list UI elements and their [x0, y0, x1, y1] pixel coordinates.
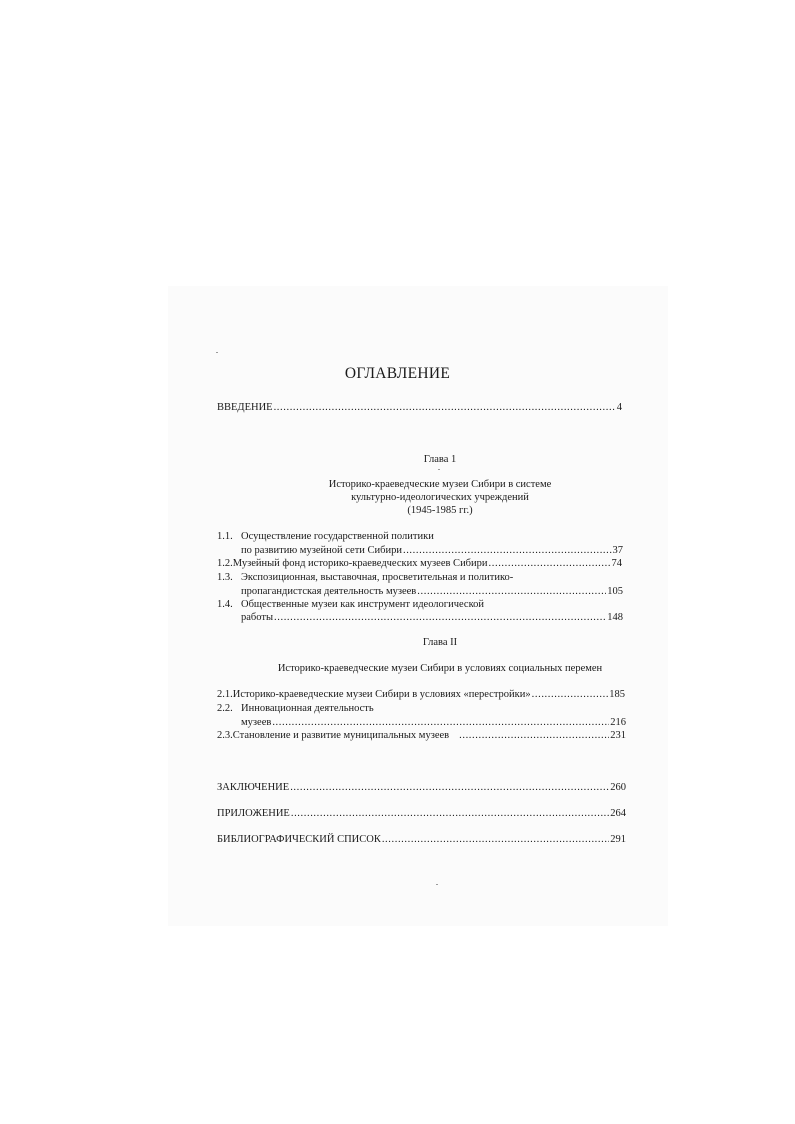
chapter-title-line: культурно-идеологических учреждений — [351, 492, 529, 503]
toc-item — [217, 557, 622, 570]
dot-leader — [489, 557, 611, 570]
toc-item-number: 1.1. — [217, 531, 233, 542]
dot-leader — [274, 401, 616, 414]
toc-item-continuation — [241, 585, 623, 598]
toc-item — [217, 702, 374, 715]
toc-item-title: Экспозиционная, выставочная, просветительная и политико- — [241, 572, 514, 583]
toc-item-page: 37 — [612, 545, 623, 556]
toc-entry-label: ПРИЛОЖЕНИЕ — [217, 808, 290, 819]
toc-item-title: Инновационная деятельность — [241, 703, 374, 714]
toc-item-number: 2.1. — [217, 689, 233, 700]
toc-item-title: пропагандистская деятельность музеев — [241, 586, 417, 597]
dot-leader — [291, 807, 609, 820]
toc-item-number: 2.3. — [217, 730, 233, 741]
toc-item-number: 1.4. — [217, 599, 233, 610]
toc-item-page: 148 — [607, 612, 623, 623]
toc-item-number: 1.2. — [217, 558, 233, 569]
toc-item-page: 74 — [611, 558, 622, 569]
dot-leader — [272, 716, 609, 729]
toc-item-page: 185 — [609, 689, 625, 700]
dot-leader — [403, 544, 612, 557]
toc-entry-page: 4 — [616, 402, 622, 413]
toc-entry-page: 291 — [610, 834, 626, 845]
toc-item-title: Музейный фонд историко-краеведческих музеев Сибири — [232, 558, 488, 569]
toc-entry-label: БИБЛИОГРАФИЧЕСКИЙ СПИСОК — [217, 834, 381, 845]
toc-item-title: музеев — [241, 717, 272, 728]
dot-leader — [274, 611, 606, 624]
toc-entry-intro — [217, 401, 622, 414]
chapter-title-line: (1945-1985 гг.) — [407, 505, 473, 516]
toc-entry-label: ВВЕДЕНИЕ — [217, 402, 273, 413]
toc-item-title: Общественные музеи как инструмент идеологической — [241, 599, 485, 610]
dot-leader — [382, 833, 609, 846]
toc-item — [217, 688, 625, 701]
toc-item-title: по развитию музейной сети Сибири — [241, 545, 402, 556]
toc-entry-conclusion — [217, 781, 626, 794]
page-title: ОГЛАВЛЕНИЕ — [344, 365, 451, 382]
toc-item-title: работы — [241, 612, 274, 623]
toc-item-page: 231 — [610, 730, 626, 741]
toc-entry-page: 264 — [610, 808, 626, 819]
toc-item — [217, 530, 434, 543]
dot-leader — [417, 585, 606, 598]
toc-item-title: Осуществление государственной политики — [241, 531, 434, 542]
toc-item-number: 1.3. — [217, 572, 233, 583]
toc-item-continuation — [241, 544, 623, 557]
toc-item-page: 216 — [610, 717, 626, 728]
scan-speck — [436, 884, 438, 885]
dot-leader — [532, 688, 609, 701]
toc-entry-bibliography — [217, 833, 626, 846]
toc-item-continuation — [241, 716, 626, 729]
toc-item — [217, 729, 626, 742]
toc-item-title: Становление и развитие муниципальных музеев — [232, 730, 450, 741]
toc-item-number: 2.2. — [217, 703, 233, 714]
chapter-heading: Глава II — [422, 637, 458, 648]
toc-item — [217, 571, 513, 584]
dot-leader — [290, 781, 609, 794]
scan-speck — [438, 469, 440, 470]
toc-item-title: Историко-краеведческие музеи Сибири в условиях «перестройки» — [232, 689, 531, 700]
chapter-title-line: Историко-краеведческие музеи Сибири в системе — [328, 479, 552, 490]
dot-leader — [459, 729, 609, 742]
toc-item — [217, 598, 484, 611]
scan-speck — [216, 352, 218, 353]
toc-entry-page: 260 — [610, 782, 626, 793]
toc-item-page: 105 — [607, 586, 623, 597]
chapter-heading: Глава 1 — [423, 454, 457, 465]
toc-entry-label: ЗАКЛЮЧЕНИЕ — [217, 782, 290, 793]
toc-entry-appendix — [217, 807, 626, 820]
chapter-title-line: Историко-краеведческие музеи Сибири в условиях социальных перемен — [277, 663, 603, 674]
toc-item-continuation — [241, 611, 623, 624]
